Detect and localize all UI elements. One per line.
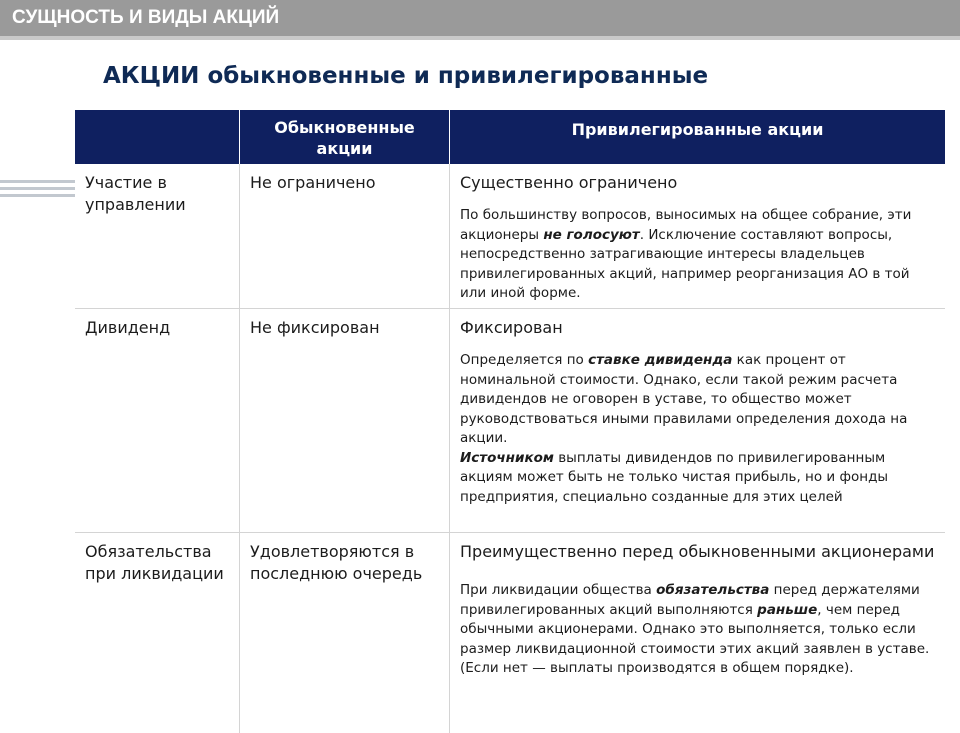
preferred-detail: По большинству вопросов, выносимых на общее собрание, эти акционеры не голосуют. Исключение составляют вопросы, непосредственно затрагивающие интересы владельцев привилегированных акций, например реорганизация АО в той или иной форме.	[460, 207, 912, 301]
preferred-cell	[450, 309, 945, 532]
decorative-stripes	[0, 180, 75, 201]
table-row	[75, 164, 945, 309]
preferred-detail: Определяется по ставке дивиденда как процент от номинальной стоимости. Однако, если такой режим расчета дивидендов не оговорен в уставе, то общество может руководствоваться иными правилами определения дохода на акции. Источником выплаты дивидендов по привилегированным акциям может быть не только чистая прибыль, но и фонды предприятия, специально созданные для этих целей	[460, 352, 908, 505]
header-cell-criterion	[75, 110, 240, 164]
table-row	[75, 533, 945, 733]
preferred-summary: Преимущественно перед обыкновенными акционерами	[460, 542, 935, 561]
header-cell-common: Обыкновенные акции	[240, 110, 450, 164]
table-header-row	[75, 110, 945, 164]
preferred-cell	[450, 533, 945, 733]
header-cell-preferred: Привилегированные акции	[571, 120, 824, 139]
preferred-detail: При ликвидации общества обязательства перед держателями привилегированных акций выполняются раньше, чем перед обычными акционерами. Однако это выполняется, только если размер ликвидационной стоимости этих акций заявлен в уставе. (Если нет — выплаты производятся в общем порядке).	[460, 582, 930, 676]
criterion-cell: Участие в управлении	[75, 164, 240, 308]
header-divider	[0, 36, 960, 40]
section-header-bar	[0, 0, 960, 36]
comparison-table	[75, 110, 945, 733]
common-cell: Удовлетворяются в последнюю очередь	[240, 533, 450, 733]
common-cell: Не ограничено	[240, 164, 450, 308]
common-cell: Не фиксирован	[240, 309, 450, 532]
slide-title: АКЦИИ обыкновенные и привилегированные	[103, 63, 709, 89]
criterion-cell: Дивиденд	[75, 309, 240, 532]
preferred-cell	[450, 164, 945, 308]
criterion-cell: Обязательства при ликвидации	[75, 533, 240, 733]
preferred-summary: Фиксирован	[460, 318, 563, 337]
section-title: СУЩНОСТЬ И ВИДЫ АКЦИЙ	[12, 7, 280, 28]
preferred-summary: Существенно ограничено	[460, 173, 678, 192]
table-row	[75, 309, 945, 533]
